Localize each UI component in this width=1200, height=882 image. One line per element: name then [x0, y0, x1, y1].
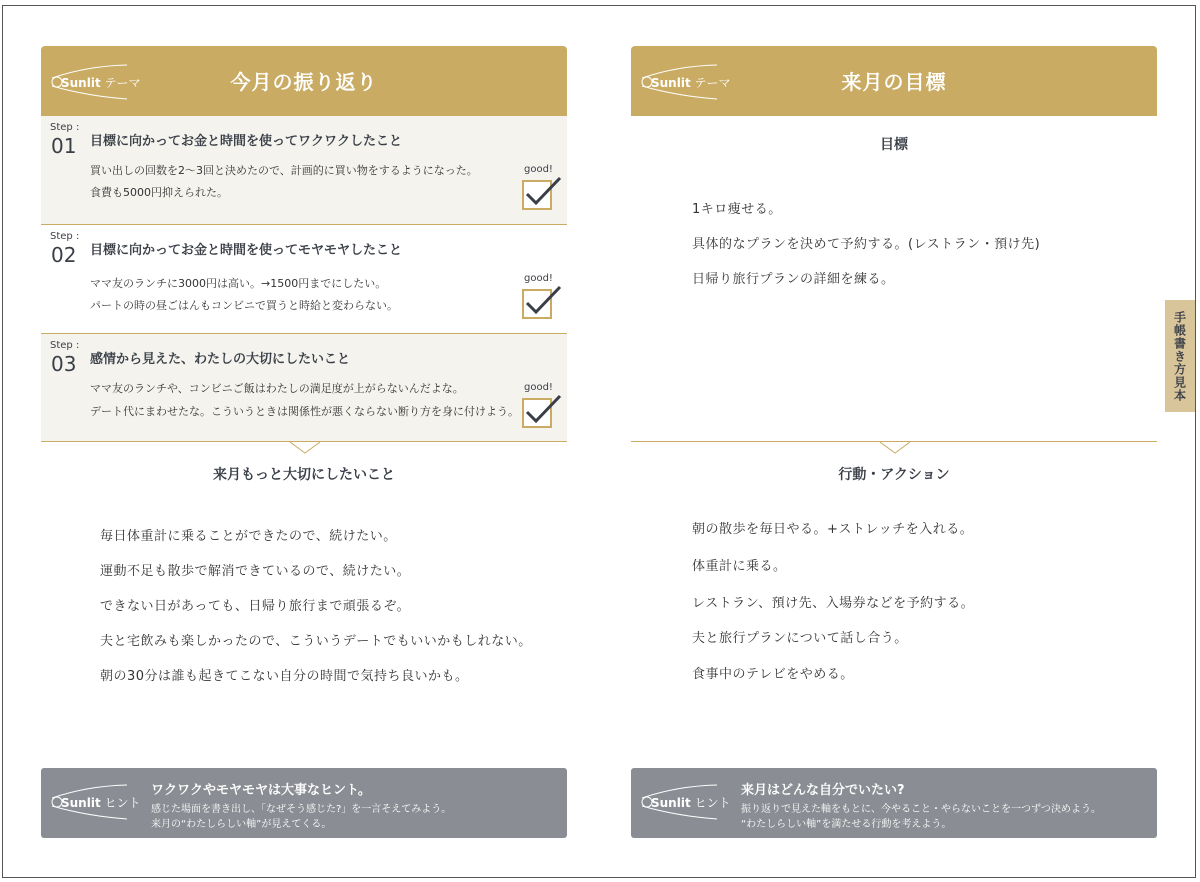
goal-item: 日帰り旅行プランの詳細を練る。 [692, 272, 895, 287]
next-item: 毎日体重計に乗ることができたので、続けたい。 [100, 529, 397, 544]
step-label: Step : [50, 231, 80, 242]
step-title: 目標に向かってお金と時間を使ってモヤモヤしたこと [90, 243, 403, 258]
step-note-line: ママ友のランチや、コンビニご飯はわたしの満足度が上がらないんだよな。 [90, 382, 464, 395]
checkmark-icon [524, 281, 564, 321]
brand-suffix: テーマ [104, 76, 141, 90]
brand-name: Sunlit [651, 76, 691, 90]
notch-arrow-icon [880, 441, 910, 455]
goal-item: 具体的なプランを決めて予約する。(レストラン・預け先) [692, 237, 1041, 252]
step-number: 01 [51, 134, 77, 158]
notch-arrow-icon [290, 441, 320, 455]
brand-name: Sunlit [61, 796, 101, 810]
side-tab-label[interactable]: 手帳書き方見本 [1165, 300, 1195, 412]
goal-heading: 目標 [880, 137, 908, 153]
step-note-line: デート代にまわせたな。こういうときは関係性が悪くならない断り方を身に付けよう。 [90, 405, 519, 418]
step-note-line: 買い出しの回数を2～3回と決めたので、計画的に買い物をするようになった。 [90, 164, 478, 177]
left-header [41, 46, 567, 116]
next-item: 夫と宅飲みも楽しかったので、こういうデートでもいいかもしれない。 [100, 634, 532, 649]
step-label: Step : [50, 340, 80, 351]
step-note-line: ママ友のランチに3000円は高い。→1500円までにしたい。 [90, 277, 387, 290]
good-label: good! [524, 273, 553, 284]
next-item: 運動不足も散歩で解消できているので、続けたい。 [100, 564, 411, 579]
action-item: 食事中のテレビをやめる。 [692, 667, 854, 682]
action-item: 体重計に乗る。 [692, 559, 787, 574]
action-heading: 行動・アクション [838, 467, 950, 483]
goal-item: 1キロ痩せる。 [692, 202, 782, 217]
action-item: 夫と旅行プランについて話し合う。 [692, 631, 908, 646]
page-title: 来月の目標 [841, 70, 947, 94]
hint-line: 感じた場面を書き出し、「なぜそう感じた?」を一言そえてみよう。 [151, 804, 452, 815]
checkmark-icon [524, 390, 564, 430]
brand-suffix: テーマ [694, 76, 731, 90]
next-month-heading: 来月もっと大切にしたいこと [213, 467, 395, 483]
step-title: 目標に向かってお金と時間を使ってワクワクしたこと [90, 134, 403, 149]
hint-line: “わたしらしい軸”を満たせる行動を考えよう。 [741, 819, 952, 830]
hint-box-right [631, 768, 1157, 838]
brand-name: Sunlit [61, 76, 101, 90]
step-note-line: パートの時の昼ごはんもコンビニで買うと時給と変わらない。 [90, 299, 398, 312]
next-item: できない日があっても、日帰り旅行まで頑張るぞ。 [100, 599, 411, 614]
good-checkbox[interactable] [522, 398, 552, 428]
step-title: 感情から見えた、わたしの大切にしたいこと [90, 352, 351, 367]
brand-name: Sunlit [651, 796, 691, 810]
sunlit-hint-logo [47, 782, 167, 822]
step-card-03 [41, 334, 567, 442]
next-item: 朝の30分は誰も起きてこない自分の時間で気持ち良いかも。 [100, 669, 469, 684]
hint-line: 来月の“わたしらしい軸”が見えてくる。 [151, 819, 332, 830]
step-number: 03 [51, 352, 77, 376]
checkmark-icon [524, 172, 564, 212]
step-card-02 [41, 225, 567, 334]
good-label: good! [524, 164, 553, 175]
action-item: レストラン、預け先、入場券などを予約する。 [692, 596, 975, 611]
brand-suffix: ヒント [104, 796, 141, 810]
hint-title: 来月はどんな自分でいたい? [741, 783, 905, 798]
hint-title: ワクワクやモヤモヤは大事なヒント。 [151, 783, 371, 798]
page-title: 今月の振り返り [230, 70, 378, 94]
right-header [631, 46, 1157, 116]
step-number: 02 [51, 243, 77, 267]
hint-box-left [41, 768, 567, 838]
good-checkbox[interactable] [522, 289, 552, 319]
brand-suffix: ヒント [694, 796, 731, 810]
action-item: 朝の散歩を毎日やる。+ストレッチを入れる。 [692, 522, 974, 537]
step-card-01 [41, 116, 567, 225]
hint-line: 振り返りで見えた軸をもとに、今やること・やらないことを一つずつ決めよう。 [741, 804, 1101, 815]
step-note-line: 食費も5000円抑えられた。 [90, 186, 228, 199]
good-checkbox[interactable] [522, 180, 552, 210]
good-label: good! [524, 382, 553, 393]
sunlit-hint-logo [637, 782, 757, 822]
step-label: Step : [50, 122, 80, 133]
